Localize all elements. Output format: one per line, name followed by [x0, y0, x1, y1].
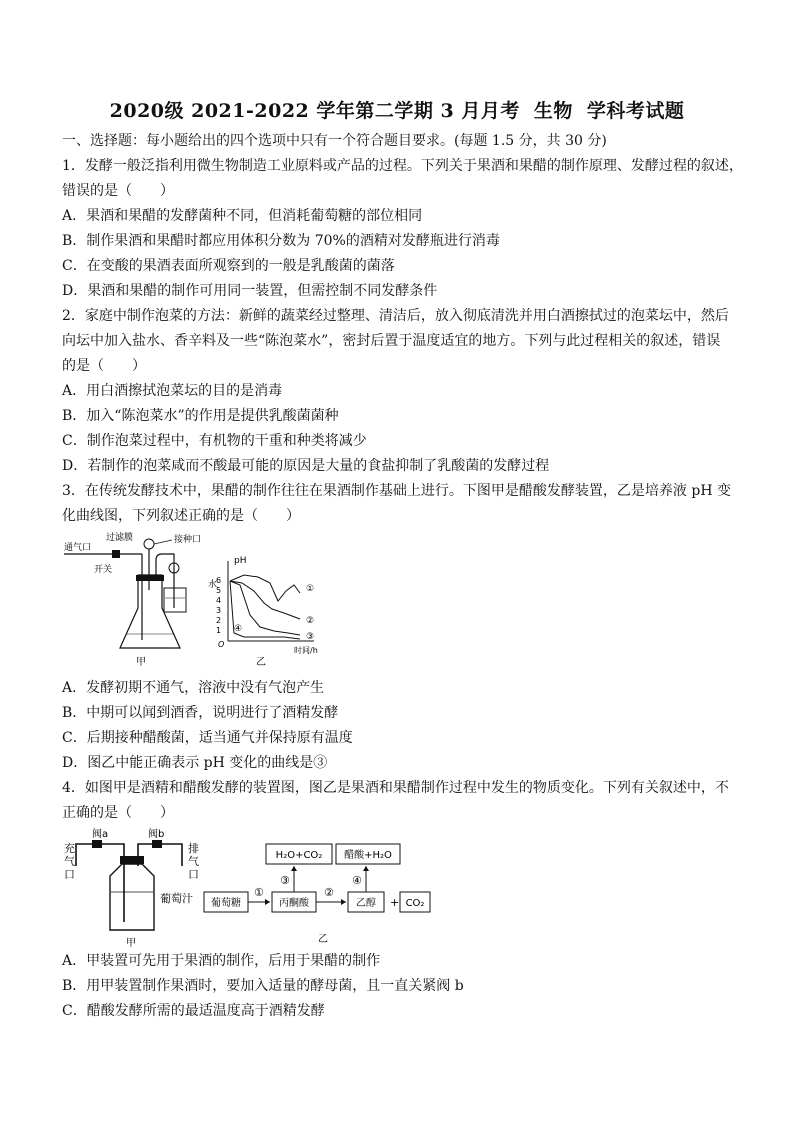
q1-option-c: C．在变酸的果酒表面所观察到的一般是乳酸菌的菌落	[62, 258, 395, 274]
q3-figure-yi	[214, 555, 334, 667]
curve-4-label: ④	[234, 624, 243, 634]
ethanol-label: 乙醇	[356, 898, 376, 909]
q3-option-b: B．中期可以闻到酒香，说明进行了酒精发酵	[62, 705, 339, 721]
inoc-pointer	[154, 540, 172, 544]
title-suffix: 学科考试题	[586, 100, 685, 122]
valve-b-label: 阀b	[148, 829, 165, 840]
inlet-pipe	[76, 844, 124, 922]
switch-valve	[112, 550, 120, 558]
outlet-char-2: 气	[188, 855, 199, 868]
q4-option-a: A．甲装置可先用于果酒的制作，后用于果醋的制作	[62, 953, 381, 969]
water-beaker	[164, 588, 186, 612]
q1-stem-line2: 错误的是（ ）	[62, 183, 174, 199]
q4-option-b: B．用甲装置制作果酒时，要加入适量的酵母菌，且一直关紧阀 b	[62, 978, 464, 994]
curve-1-label: ①	[306, 584, 315, 594]
arrowhead-step-4	[363, 866, 369, 871]
valve-b	[152, 840, 162, 848]
q2-option-a: A．用白酒擦拭泡菜坛的目的是消毒	[62, 383, 283, 399]
grape-juice-label: 葡萄汁	[160, 892, 193, 905]
q4-option-c: C．醋酸发酵所需的最适温度高于酒精发酵	[62, 1003, 325, 1019]
q4-stem-line2: 正确的是（ ）	[62, 805, 174, 821]
q4-figure-yi	[202, 840, 434, 946]
q3-option-c: C．后期接种醋酸菌，适当通气并保持原有温度	[62, 730, 353, 746]
step-1-label: ①	[254, 886, 264, 899]
q2-stem-line2: 向坛中加入盐水、香辛料及一些“陈泡菜水”，密封后置于温度适宜的地方。下列与此过程相关的叙述，错误	[62, 333, 721, 349]
q1-option-a: A．果酒和果醋的发酵菌种不同，但消耗葡萄糖的部位相同	[62, 208, 423, 224]
h2o-co2-label: H₂O+CO₂	[275, 850, 323, 861]
q2-option-c: C．制作泡菜过程中，有机物的干重和种类将减少	[62, 433, 367, 449]
filter-bulb	[144, 539, 154, 549]
bottle	[110, 864, 154, 930]
ph-axis-label: pH	[234, 556, 247, 566]
arrowhead-step-1	[265, 899, 270, 905]
q4-stem-line1: 4．如图甲是酒精和醋酸发酵的装置图，图乙是果酒和果醋制作过程中发生的物质变化。下列有关叙述中，不	[62, 780, 729, 796]
curve-3-label: ③	[306, 632, 315, 642]
page-title	[0, 96, 794, 123]
acetic-label: 醋酸+H₂O	[344, 850, 392, 861]
q3-option-d: D．图乙中能正确表示 pH 变化的曲线是③	[62, 755, 328, 771]
q3-stem-line1: 3．在传统发酵技术中，果醋的制作往往在果酒制作基础上进行。下图甲是醋酸发酵装置，乙是培养液 pH 变	[62, 483, 731, 499]
q2-stem-line3: 的是（ ）	[62, 358, 146, 374]
q1-option-b: B．制作果酒和果醋时都应用体积分数为 70%的酒精对发酵瓶进行消毒	[62, 233, 500, 249]
x-axis-label: 时间/h	[294, 646, 318, 655]
q2-stem-line1: 2．家庭中制作泡菜的方法：新鲜的蔬菜经过整理、清洁后，放入彻底清洗并用白酒擦拭过的泡菜坛中，然后	[62, 308, 729, 324]
origin-label: O	[218, 640, 225, 649]
pyruvate-label: 丙酮酸	[279, 898, 309, 909]
glucose-label: 葡萄糖	[211, 898, 241, 909]
q3-figure-jia	[62, 530, 225, 670]
outlet-char-1: 排	[188, 842, 199, 855]
bottle-stopper	[120, 856, 144, 864]
co2-label: CO₂	[405, 898, 425, 909]
q2-option-b: B．加入“陈泡菜水”的作用是提供乳酸菌菌种	[62, 408, 339, 424]
title-exam: 2020级 2021-2022 学年第二学期 3 月月考	[109, 100, 520, 122]
q4-yi-caption: 乙	[318, 934, 328, 945]
ph-tick-6: 6	[216, 576, 222, 585]
q3-stem-line2: 化曲线图，下列叙述正确的是（ ）	[62, 508, 300, 524]
q3-option-a: A．发酵初期不通气，溶液中没有气泡产生	[62, 680, 325, 696]
inlet-char-3: 口	[64, 868, 75, 881]
ph-tick-2: 2	[216, 616, 222, 625]
arrowhead-step-3	[291, 866, 297, 871]
inlet-char-2: 气	[64, 855, 75, 868]
curve-2-label: ②	[306, 616, 315, 626]
q4-jia-caption: 甲	[126, 938, 136, 948]
step-3-label: ③	[280, 874, 290, 887]
q1-option-d: D．果酒和果醋的制作可用同一装置，但需控制不同发酵条件	[62, 283, 438, 299]
switch-label: 开关	[94, 565, 113, 575]
step-4-label: ④	[352, 874, 362, 887]
air-inlet-label: 通气口	[64, 543, 92, 553]
flask-stopper	[136, 575, 164, 581]
plus-sign: +	[390, 896, 400, 909]
ph-tick-5: 5	[216, 586, 222, 595]
valve-a-label: 阀a	[92, 829, 109, 840]
q4-figure-jia	[62, 826, 202, 948]
valve-a	[92, 840, 102, 848]
q1-stem-line1: 1．发酵一般泛指利用微生物制造工业原料或产品的过程。下列关于果酒和果醋的制作原理、发酵过程的叙述，	[62, 158, 743, 174]
inlet-char-1: 充	[64, 842, 75, 855]
q3-jia-caption: 甲	[136, 657, 146, 668]
ph-tick-4: 4	[216, 596, 222, 605]
water-label: 水	[208, 580, 218, 590]
arrowhead-step-2	[341, 899, 346, 905]
ph-tick-3: 3	[216, 606, 222, 615]
q3-yi-caption: 乙	[256, 657, 266, 667]
step-2-label: ②	[324, 886, 334, 899]
inoculation-port-label: 接种口	[174, 535, 202, 545]
q2-option-d: D．若制作的泡菜咸而不酸最可能的原因是大量的食盐抑制了乳酸菌的发酵过程	[62, 458, 550, 474]
filter-membrane-label: 过滤膜	[106, 533, 134, 543]
section-heading: 一、选择题：每小题给出的四个选项中只有一个符合题目要求。(每题 1.5 分，共 30 分)	[62, 133, 607, 149]
title-subject: 生物	[533, 100, 573, 122]
outlet-char-3: 口	[188, 868, 199, 881]
ph-tick-1: 1	[216, 626, 222, 635]
